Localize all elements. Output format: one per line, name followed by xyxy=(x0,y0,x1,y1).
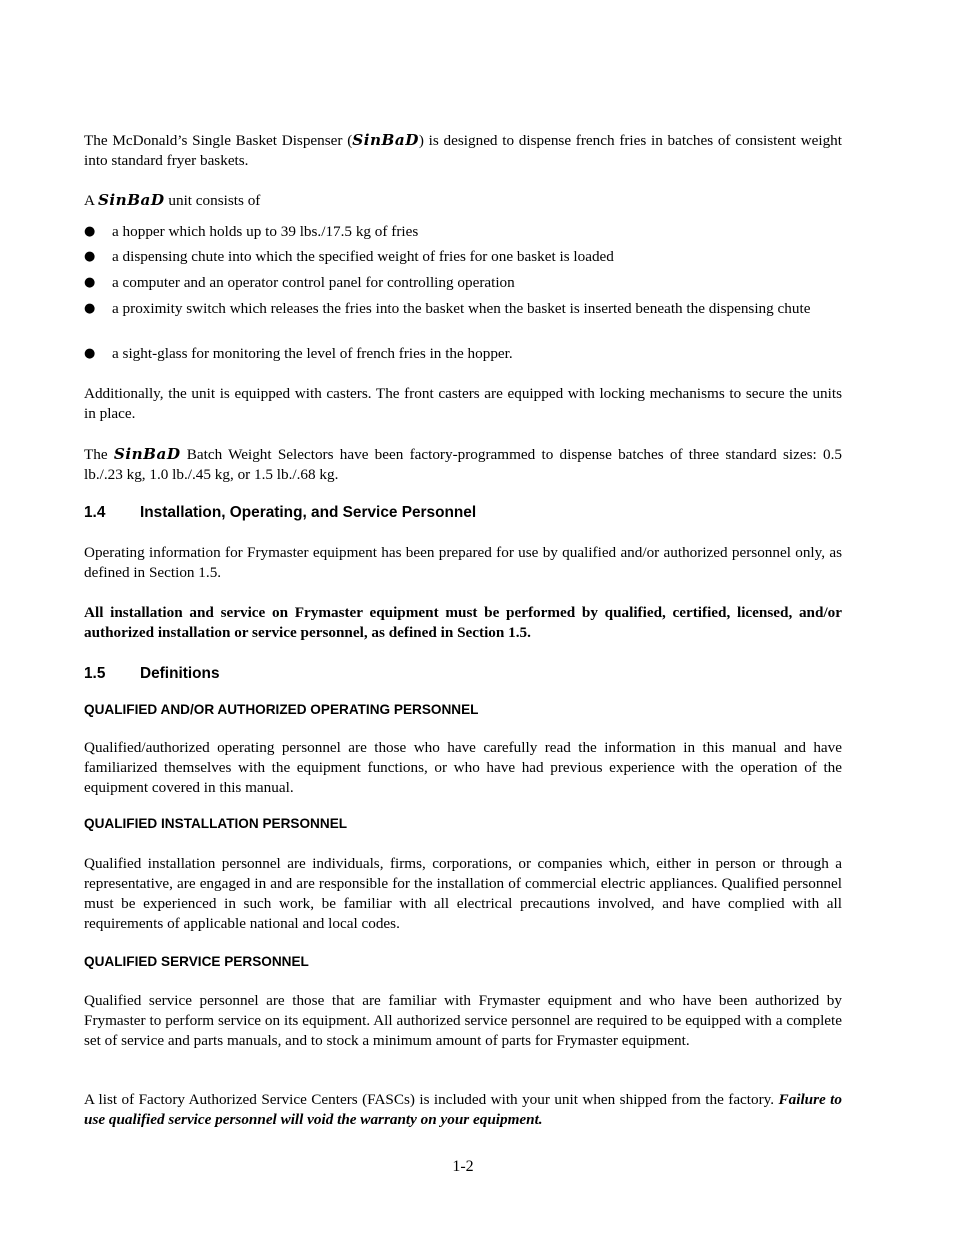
definition-text-operating: Qualified/authorized operating personnel are those who have carefully read the information in this manual and have familiarized themselves with the equipment functions, or who have had previous experience with the operation of the equipment covered in this manual. xyxy=(84,739,842,796)
list-item-text: a sight-glass for monitoring the level of french fries in the hopper. xyxy=(112,345,513,362)
intro-paragraph xyxy=(84,130,842,171)
casters-paragraph: Additionally, the unit is equipped with casters. The front casters are equipped with locking mechanisms to secure the units in place. xyxy=(84,385,842,422)
unit-consists-line xyxy=(84,190,842,211)
section-heading-1-4 xyxy=(84,503,476,523)
definition-text-service: Qualified service personnel are those that are familiar with Frymaster equipment and who have been authorized by Frymaster to perform service on its equipment. All authorized service personnel are required to be equipped with a complete set of service and parts manuals, and to stock a minimum amount of parts for Frymaster equipment. xyxy=(84,992,842,1049)
warranty-warning: Failure to use qualified service personnel will void the warranty on your equipment. xyxy=(84,1091,842,1128)
bullet-icon: ● xyxy=(84,249,96,264)
installation-warning: All installation and service on Frymaster equipment must be performed by qualified, certified, licensed, and/or authorized installation or service personnel, as defined in Section 1.5. xyxy=(84,604,842,641)
intro-text-before: The McDonald’s Single Basket Dispenser ( xyxy=(84,132,353,149)
bullet-icon: ● xyxy=(84,224,96,239)
section-title: Definitions xyxy=(140,665,220,682)
unit-consists-before: A xyxy=(84,192,98,209)
list-item-text: a dispensing chute into which the specified weight of fries for one basket is loaded xyxy=(112,248,614,265)
bullet-icon: ● xyxy=(84,275,96,290)
sinbad-logo: SinBaD xyxy=(97,191,165,209)
definition-heading-service: QUALIFIED SERVICE PERSONNEL xyxy=(84,954,309,969)
sinbad-logo: SinBaD xyxy=(113,445,181,463)
fasc-paragraph xyxy=(84,1090,842,1130)
bullet-icon: ● xyxy=(84,346,96,361)
section-number: 1.5 xyxy=(84,665,106,682)
section-heading-1-5 xyxy=(84,664,220,684)
list-item-text: a hopper which holds up to 39 lbs./17.5 kg of fries xyxy=(112,223,419,240)
definition-heading-installation: QUALIFIED INSTALLATION PERSONNEL xyxy=(84,816,348,831)
list-item-text: a computer and an operator control panel for controlling operation xyxy=(112,274,515,291)
definition-text-installation: Qualified installation personnel are individuals, firms, corporations, or companies which, either in person or through a representative, are engaged in and are responsible for the installation of commercial electric appliances. Qualified personnel must be experienced in such work, be familiar with all electrical precautions involved, and have complied with all requirements of applicable national and local codes. xyxy=(84,855,842,932)
unit-consists-after: unit consists of xyxy=(164,192,261,209)
batch-text-after: Batch Weight Selectors have been factory-programmed to dispense batches of three standard sizes: 0.5 lb./.23 kg, 1.0 lb./.45 kg, or 1.5 lb./.68 kg. xyxy=(84,446,842,483)
page-number: 1-2 xyxy=(452,1158,474,1175)
fasc-text: A list of Factory Authorized Service Centers (FASCs) is included with your unit when shipped from the factory. xyxy=(84,1091,779,1108)
bullet-icon: ● xyxy=(84,301,96,316)
sinbad-logo: SinBaD xyxy=(352,131,419,149)
batch-weight-paragraph xyxy=(84,444,842,485)
section-number: 1.4 xyxy=(84,504,106,521)
section-title: Installation, Operating, and Service Personnel xyxy=(140,504,477,521)
batch-text-before: The xyxy=(84,446,114,463)
list-item-text: a proximity switch which releases the fries into the basket when the basket is inserted beneath the dispensing chute xyxy=(112,300,811,317)
definition-heading-operating: QUALIFIED AND/OR AUTHORIZED OPERATING PERSONNEL xyxy=(84,702,479,717)
operating-info-paragraph: Operating information for Frymaster equipment has been prepared for use by qualified and/or authorized personnel only, as defined in Section 1.5. xyxy=(84,544,842,581)
intro-text-after: ) is designed to dispense french fries in batches of consistent weight into standard fryer baskets. xyxy=(84,132,842,169)
